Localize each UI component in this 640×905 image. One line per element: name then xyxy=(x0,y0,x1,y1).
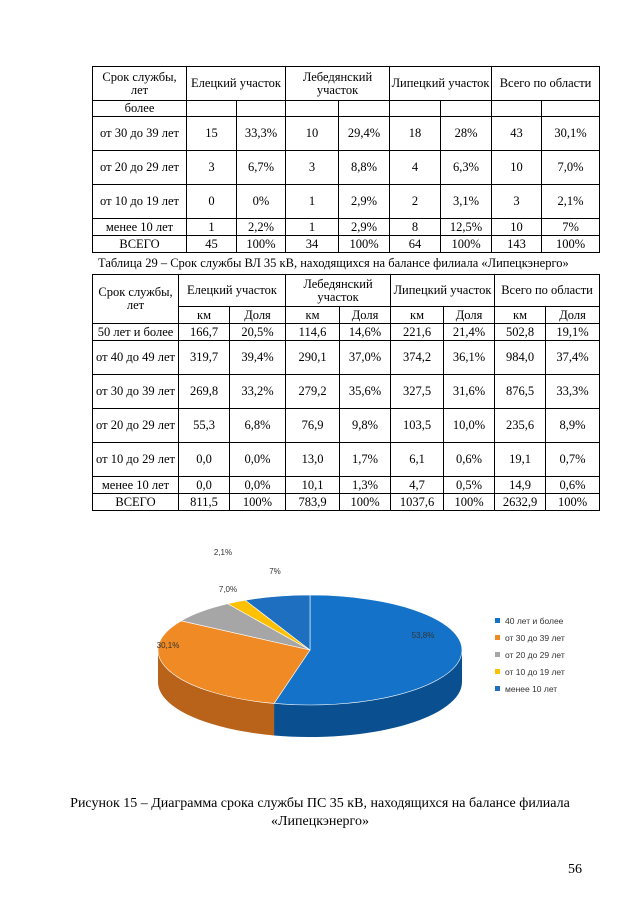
table-cell: 0,6% xyxy=(444,443,495,477)
table-cell: 279,2 xyxy=(286,375,340,409)
table-cell: 13,0 xyxy=(286,443,340,477)
table-cell: 19,1 xyxy=(495,443,546,477)
table-cell: 1037,6 xyxy=(391,494,444,511)
legend-item xyxy=(495,629,565,646)
legend-swatch xyxy=(495,652,500,657)
table-cell: 0,0% xyxy=(230,443,286,477)
legend-swatch xyxy=(495,669,500,674)
table-row xyxy=(93,151,600,185)
legend-label: от 20 до 29 лет xyxy=(505,649,565,660)
table-cell: 3 xyxy=(286,151,339,185)
table-cell: 327,5 xyxy=(391,375,444,409)
table-row xyxy=(93,375,600,409)
table-cell: 2632,9 xyxy=(495,494,546,511)
table-cell: 8,9% xyxy=(546,409,600,443)
table-cell: 39,4% xyxy=(230,341,286,375)
legend-label: 40 лет и более xyxy=(505,615,564,626)
table-cell: 31,6% xyxy=(444,375,495,409)
pie-data-label: 53,8% xyxy=(411,631,435,640)
pie-data-label: 7% xyxy=(269,567,281,576)
legend-label: от 30 до 39 лет xyxy=(505,632,565,643)
table-cell: 100% xyxy=(237,236,286,253)
table-cell: 33,2% xyxy=(230,375,286,409)
table-cell: 103,5 xyxy=(391,409,444,443)
pie-data-label: 2,1% xyxy=(213,548,233,557)
table-cell: 29,4% xyxy=(339,117,390,151)
table-cell: 28% xyxy=(441,117,492,151)
table2-subheader: км xyxy=(495,307,546,324)
table-cell: 2,1% xyxy=(542,185,600,219)
table-cell: 984,0 xyxy=(495,341,546,375)
table-cell: 6,8% xyxy=(230,409,286,443)
table-cell: 6,7% xyxy=(237,151,286,185)
figure-caption: Рисунок 15 – Диаграмма срока службы ПС 35 кВ, находящихся на балансе филиала «Липецкэнерго» xyxy=(70,796,570,829)
table-row xyxy=(93,117,600,151)
table-cell: 10 xyxy=(492,219,542,236)
table-cell: 319,7 xyxy=(179,341,230,375)
table-cell: 0,0 xyxy=(179,477,230,494)
table-cell: 100% xyxy=(441,236,492,253)
table-cell: 1 xyxy=(286,185,339,219)
legend-label: менее 10 лет xyxy=(505,683,558,694)
table-power-lines-service-life xyxy=(92,274,600,511)
table2-header-col0: Срок службы, лет xyxy=(93,275,179,324)
table-row xyxy=(93,185,600,219)
table-cell: 221,6 xyxy=(391,324,444,341)
table-cell: 7,0% xyxy=(542,151,600,185)
table-row xyxy=(93,494,600,511)
table2-header-row xyxy=(93,275,600,307)
table-cell: 55,3 xyxy=(179,409,230,443)
row-label: от 20 до 29 лет xyxy=(93,409,179,443)
table-cell: 235,6 xyxy=(495,409,546,443)
table-cell: 14,9 xyxy=(495,477,546,494)
table-cell: 10,1 xyxy=(286,477,340,494)
legend-item xyxy=(495,680,565,697)
pie-chart xyxy=(120,540,480,750)
table2-subheader: км xyxy=(179,307,230,324)
legend-label: от 10 до 19 лет xyxy=(505,666,565,677)
table-cell: 7% xyxy=(542,219,600,236)
pie-data-label: 30,1% xyxy=(156,641,180,650)
table-cell: 8,8% xyxy=(339,151,390,185)
legend-swatch xyxy=(495,635,500,640)
chart-legend xyxy=(495,612,565,697)
table-cell: 3,1% xyxy=(441,185,492,219)
table-row xyxy=(93,236,600,253)
table-cell: 0,0 xyxy=(179,443,230,477)
table-cell: 0,0% xyxy=(230,477,286,494)
table-cell: 0% xyxy=(237,185,286,219)
table2-caption: Таблица 29 – Срок службы ВЛ 35 кВ, находящихся на балансе филиала «Липецкэнерго» xyxy=(98,256,569,270)
table-cell: 1,3% xyxy=(340,477,391,494)
table2-subheader: Доля xyxy=(444,307,495,324)
table-cell: 3 xyxy=(187,151,237,185)
table-cell: 33,3% xyxy=(237,117,286,151)
table-cell: 2,9% xyxy=(339,219,390,236)
table-cell: 0,5% xyxy=(444,477,495,494)
row-label: 50 лет и более xyxy=(93,324,179,341)
table-row xyxy=(93,324,600,341)
table-row xyxy=(93,341,600,375)
table-cell: 30,1% xyxy=(542,117,600,151)
table1-header-group: Елецкий участок xyxy=(187,67,286,101)
table-row xyxy=(93,477,600,494)
table-cell: 269,8 xyxy=(179,375,230,409)
row-label: от 40 до 49 лет xyxy=(93,341,179,375)
table-cell: 4 xyxy=(390,151,441,185)
table2-header-group: Всего по области xyxy=(495,275,600,307)
row-label: от 10 до 19 лет xyxy=(93,185,187,219)
table2-subheader: км xyxy=(286,307,340,324)
table-cell: 0,7% xyxy=(546,443,600,477)
table-cell: 1,7% xyxy=(340,443,391,477)
row-label: от 10 до 29 лет xyxy=(93,443,179,477)
table-cell: 10 xyxy=(286,117,339,151)
table-cell: 43 xyxy=(492,117,542,151)
table-cell: 0,6% xyxy=(546,477,600,494)
table-row xyxy=(93,219,600,236)
row-label: менее 10 лет xyxy=(93,219,187,236)
table-cell: 14,6% xyxy=(340,324,391,341)
table-row xyxy=(93,409,600,443)
table2-header-group: Лебедянский участок xyxy=(286,275,391,307)
table-cell: 290,1 xyxy=(286,341,340,375)
table-cell: 100% xyxy=(444,494,495,511)
table-cell: 876,5 xyxy=(495,375,546,409)
table-cell: 19,1% xyxy=(546,324,600,341)
table-cell: 2,9% xyxy=(339,185,390,219)
table-cell: 9,8% xyxy=(340,409,391,443)
table2-header-group: Липецкий участок xyxy=(391,275,495,307)
row-label: ВСЕГО xyxy=(93,236,187,253)
table-cell: 100% xyxy=(230,494,286,511)
table-cell: 502,8 xyxy=(495,324,546,341)
table-cell: 33,3% xyxy=(546,375,600,409)
table-cell: 37,4% xyxy=(546,341,600,375)
legend-swatch xyxy=(495,686,500,691)
legend-item xyxy=(495,663,565,680)
table2-subheader: Доля xyxy=(230,307,286,324)
table-cell: 1 xyxy=(286,219,339,236)
table-cell: 143 xyxy=(492,236,542,253)
table-cell: 2 xyxy=(390,185,441,219)
table-cell: 15 xyxy=(187,117,237,151)
table-cell: 100% xyxy=(340,494,391,511)
table-cell: 12,5% xyxy=(441,219,492,236)
table1-header-group: Липецкий участок xyxy=(390,67,492,101)
table-cell: 36,1% xyxy=(444,341,495,375)
row-label: от 30 до 39 лет xyxy=(93,117,187,151)
table-cell: 64 xyxy=(390,236,441,253)
table-cell: 0 xyxy=(187,185,237,219)
pie-top xyxy=(158,595,462,705)
row-label: ВСЕГО xyxy=(93,494,179,511)
legend-item xyxy=(495,612,565,629)
table-cell: 811,5 xyxy=(179,494,230,511)
table1-header-col0: Срок службы, лет xyxy=(93,67,187,101)
table-cell: 374,2 xyxy=(391,341,444,375)
row-label: от 30 до 39 лет xyxy=(93,375,179,409)
table-cell: 35,6% xyxy=(340,375,391,409)
table-substations-service-life xyxy=(92,66,600,253)
row-label: менее 10 лет xyxy=(93,477,179,494)
table-cell: 100% xyxy=(542,236,600,253)
table-cell: 20,5% xyxy=(230,324,286,341)
table2-subheader: км xyxy=(391,307,444,324)
table2-body xyxy=(93,324,600,511)
table-cell: 10,0% xyxy=(444,409,495,443)
table2-subheader: Доля xyxy=(340,307,391,324)
page-number: 56 xyxy=(568,862,582,877)
table-cell: 37,0% xyxy=(340,341,391,375)
table1-body xyxy=(93,117,600,253)
table-cell: 166,7 xyxy=(179,324,230,341)
row-label: от 20 до 29 лет xyxy=(93,151,187,185)
table-cell: 21,4% xyxy=(444,324,495,341)
table1-continued-row xyxy=(93,101,600,117)
table-cell: 10 xyxy=(492,151,542,185)
table-cell: 3 xyxy=(492,185,542,219)
table1-header-row xyxy=(93,67,600,101)
legend-item xyxy=(495,646,565,663)
table-cell: 100% xyxy=(546,494,600,511)
table-cell: 6,3% xyxy=(441,151,492,185)
table2-subheader: Доля xyxy=(546,307,600,324)
table-cell: 1 xyxy=(187,219,237,236)
table-cell: 76,9 xyxy=(286,409,340,443)
table-cell: 783,9 xyxy=(286,494,340,511)
table1-header-group: Всего по области xyxy=(492,67,600,101)
table-cell: 34 xyxy=(286,236,339,253)
table1-continued-label: более xyxy=(93,101,187,117)
table-cell: 114,6 xyxy=(286,324,340,341)
table2-header-group: Елецкий участок xyxy=(179,275,286,307)
table-cell: 45 xyxy=(187,236,237,253)
table-cell: 8 xyxy=(390,219,441,236)
table-cell: 2,2% xyxy=(237,219,286,236)
table-row xyxy=(93,443,600,477)
pie-data-label: 7,0% xyxy=(218,585,238,594)
table-cell: 18 xyxy=(390,117,441,151)
legend-swatch xyxy=(495,618,500,623)
table1-header-group: Лебедянский участок xyxy=(286,67,390,101)
table-cell: 4,7 xyxy=(391,477,444,494)
table-cell: 100% xyxy=(339,236,390,253)
table-cell: 6,1 xyxy=(391,443,444,477)
